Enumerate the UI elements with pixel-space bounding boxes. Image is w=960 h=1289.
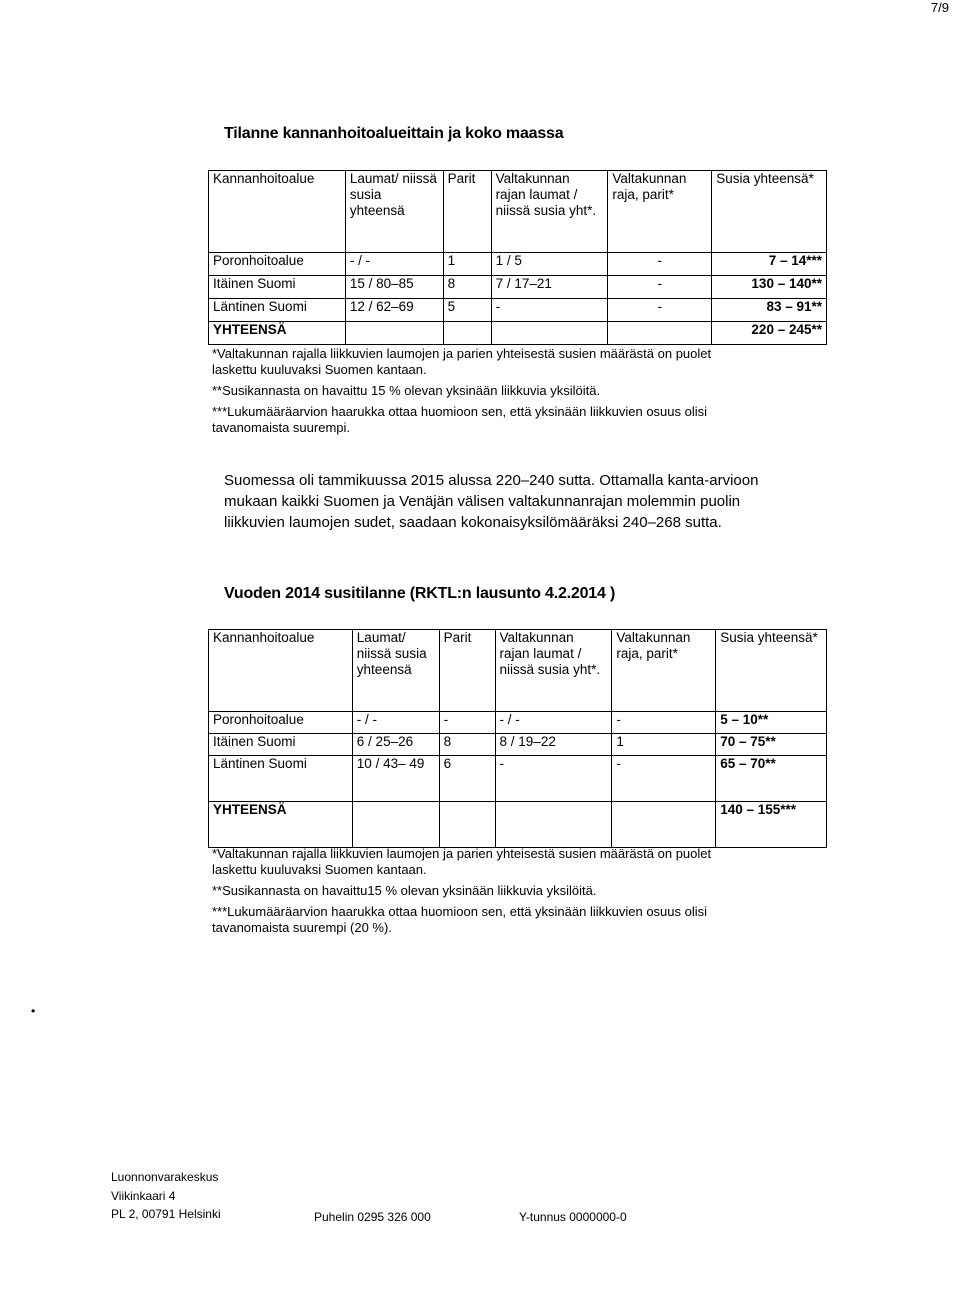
population-table-2014 xyxy=(208,629,827,848)
header-cell: Valtakunnan rajan laumat / niissä susia yht*. xyxy=(495,630,612,712)
footnote-line: *Valtakunnan rajalla liikkuvien laumojen ja parien yhteisestä susien määrästä on puolet xyxy=(212,846,712,861)
table-cell: 15 / 80–85 xyxy=(345,276,443,299)
table-cell: - xyxy=(491,299,608,322)
table-cell: Läntinen Suomi xyxy=(209,756,353,802)
table-header-row xyxy=(209,630,827,712)
population-table-2015 xyxy=(208,170,827,345)
table-cell: - xyxy=(608,253,712,276)
header-cell: Valtakunnan raja, parit* xyxy=(612,630,716,712)
footnote-line: **Susikannasta on havaittu 15 % olevan yksinään liikkuvia yksilöitä. xyxy=(212,383,601,398)
footer-postal: PL 2, 00791 Helsinki xyxy=(111,1207,221,1221)
table-cell: 1 / 5 xyxy=(491,253,608,276)
footnote-line: tavanomaista suurempi. xyxy=(212,420,351,435)
section-heading: Tilanne kannanhoitoalueittain ja koko maassa xyxy=(224,125,564,142)
header-cell: Valtakunnan raja, parit* xyxy=(608,171,712,253)
table-cell: Itäinen Suomi xyxy=(209,276,346,299)
table-cell: 140 – 155*** xyxy=(716,802,827,848)
table-footnotes xyxy=(212,846,711,936)
table-cell: 1 xyxy=(443,253,491,276)
table-cell: Itäinen Suomi xyxy=(209,734,353,756)
table-cell: 6 xyxy=(439,756,495,802)
table-cell: 7 – 14*** xyxy=(712,253,827,276)
table-cell: YHTEENSÄ xyxy=(209,802,353,848)
table-cell: - xyxy=(612,712,716,734)
table-cell: - / - xyxy=(345,253,443,276)
table-row xyxy=(209,734,827,756)
stray-mark: • xyxy=(31,1004,36,1018)
table-cell: 8 / 19–22 xyxy=(495,734,612,756)
footnote-line: **Susikannasta on havaittu15 % olevan yksinään liikkuvia yksilöitä. xyxy=(212,883,597,898)
header-cell: Parit xyxy=(443,171,491,253)
footer-business-id: Y-tunnus 0000000-0 xyxy=(519,1210,627,1224)
paragraph-line: Suomessa oli tammikuussa 2015 alussa 220–240 sutta. Ottamalla kanta-arvioon xyxy=(224,472,759,489)
table-cell: 7 / 17–21 xyxy=(491,276,608,299)
table-cell: - xyxy=(608,299,712,322)
table-cell: 70 – 75** xyxy=(716,734,827,756)
table-cell: - / - xyxy=(495,712,612,734)
table-cell: 65 – 70** xyxy=(716,756,827,802)
footnote-line: laskettu kuuluvaksi Suomen kantaan. xyxy=(212,862,427,877)
page-number: 7/9 xyxy=(930,0,949,15)
table-cell: Poronhoitoalue xyxy=(209,712,353,734)
paragraph-line: mukaan kaikki Suomen ja Venäjän välisen valtakunnanrajan molemmin puolin xyxy=(224,493,741,510)
table-cell: 12 / 62–69 xyxy=(345,299,443,322)
table-cell: - / - xyxy=(352,712,439,734)
table-cell: 6 / 25–26 xyxy=(352,734,439,756)
table-cell: 5 – 10** xyxy=(716,712,827,734)
paragraph-line: liikkuvien laumojen sudet, saadaan kokonaisyksilömääräksi 240–268 sutta. xyxy=(224,514,722,531)
header-cell: Parit xyxy=(439,630,495,712)
summary-paragraph xyxy=(224,470,864,533)
footer-address xyxy=(111,1170,221,1223)
header-cell: Valtakunnan rajan laumat / niissä susia yht*. xyxy=(491,171,608,253)
table-cell xyxy=(345,322,443,345)
table-row xyxy=(209,276,827,299)
table-row xyxy=(209,253,827,276)
table-cell: Poronhoitoalue xyxy=(209,253,346,276)
footnote-line: *Valtakunnan rajalla liikkuvien laumojen ja parien yhteisestä susien määrästä on puolet xyxy=(212,346,712,361)
table-cell: - xyxy=(608,276,712,299)
table-cell: - xyxy=(439,712,495,734)
header-cell: Susia yhteensä* xyxy=(712,171,827,253)
table-cell xyxy=(439,802,495,848)
table-cell: Läntinen Suomi xyxy=(209,299,346,322)
table-cell xyxy=(443,322,491,345)
table-cell: 8 xyxy=(443,276,491,299)
footnote-line: ***Lukumääräarvion haarukka ottaa huomioon sen, että yksinään liikkuvien osuus olisi xyxy=(212,404,708,419)
footer-street: Viikinkaari 4 xyxy=(111,1188,176,1203)
table-total-row xyxy=(209,802,827,848)
table-cell xyxy=(491,322,608,345)
table-row xyxy=(209,299,827,322)
table-cell: 83 – 91** xyxy=(712,299,827,322)
table-total-row xyxy=(209,322,827,345)
table-cell xyxy=(495,802,612,848)
footnote-line: ***Lukumääräarvion haarukka ottaa huomioon sen, että yksinään liikkuvien osuus olisi xyxy=(212,904,708,919)
footer-org: Luonnonvarakeskus xyxy=(111,1170,219,1184)
header-cell: Kannanhoitoalue xyxy=(209,630,353,712)
table-cell: YHTEENSÄ xyxy=(209,322,346,345)
header-cell: Laumat/ niissä susia yhteensä xyxy=(345,171,443,253)
table-cell: 5 xyxy=(443,299,491,322)
table-cell: 130 – 140** xyxy=(712,276,827,299)
footer-phone: Puhelin 0295 326 000 xyxy=(314,1210,431,1224)
section-heading: Vuoden 2014 susitilanne (RKTL:n lausunto 4.2.2014 ) xyxy=(224,585,616,602)
header-cell: Kannanhoitoalue xyxy=(209,171,346,253)
table-cell: 8 xyxy=(439,734,495,756)
table-cell: 1 xyxy=(612,734,716,756)
footnote-line: tavanomaista suurempi (20 %). xyxy=(212,920,392,935)
footnote-line: laskettu kuuluvaksi Suomen kantaan. xyxy=(212,362,427,377)
table-cell: - xyxy=(495,756,612,802)
table-row xyxy=(209,712,827,734)
table-footnotes xyxy=(212,346,711,436)
table-header-row xyxy=(209,171,827,253)
table-row xyxy=(209,756,827,802)
header-cell: Laumat/ niissä susia yhteensä xyxy=(352,630,439,712)
table-cell: 10 / 43– 49 xyxy=(352,756,439,802)
table-cell: 220 – 245** xyxy=(712,322,827,345)
table-cell xyxy=(612,802,716,848)
table-cell xyxy=(608,322,712,345)
table-cell: - xyxy=(612,756,716,802)
table-cell xyxy=(352,802,439,848)
header-cell: Susia yhteensä* xyxy=(716,630,827,712)
